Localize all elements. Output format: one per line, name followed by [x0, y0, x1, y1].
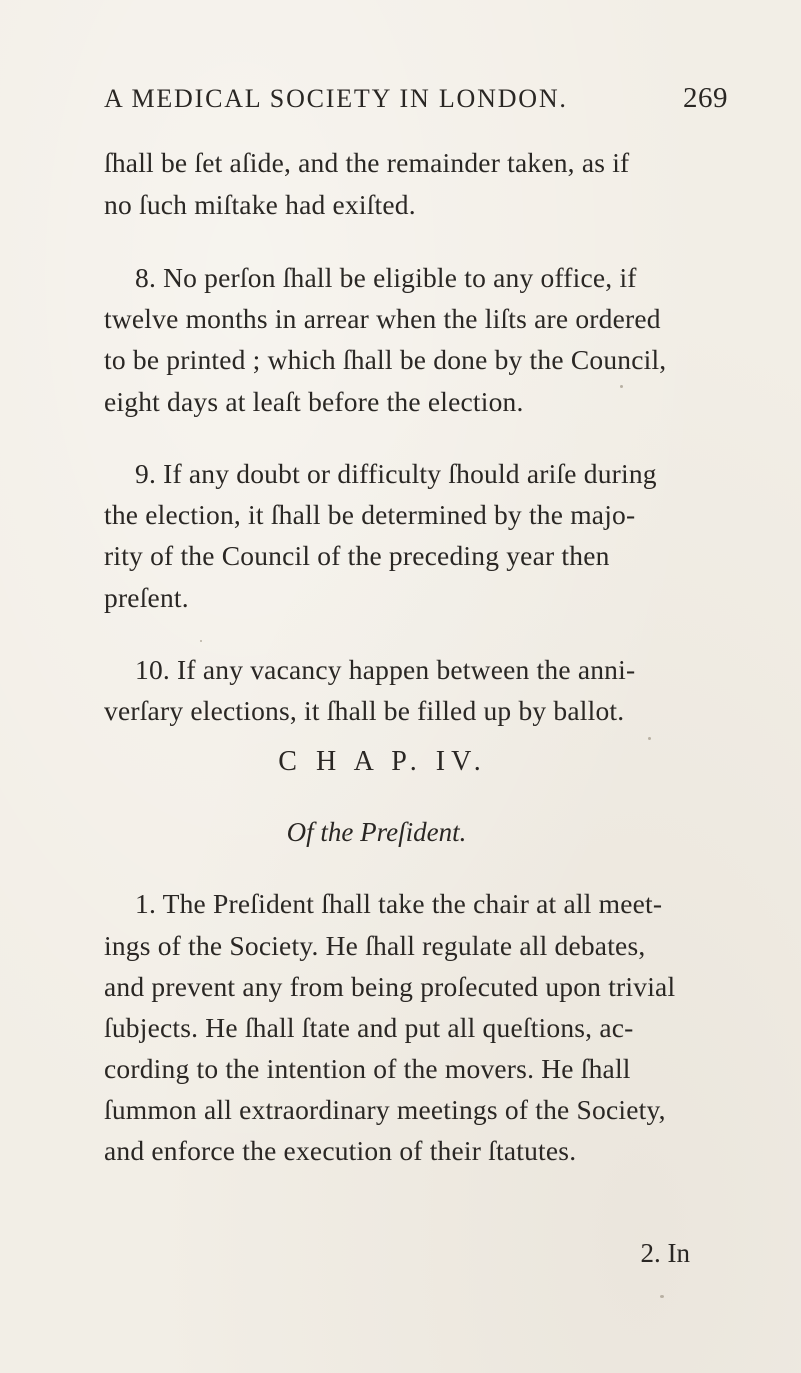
- paper-speck: [620, 385, 623, 388]
- catchword: 2. In: [640, 1238, 690, 1268]
- text-line: ſhall be ſet aſide, and the remainder taken, as if: [104, 147, 630, 178]
- page-header: [104, 82, 728, 124]
- paper-speck: [648, 737, 651, 740]
- text-line: twelve months in arrear when the liſts are ordered: [104, 303, 661, 334]
- text-line: 8. No perſon ſhall be eligible to any office, if: [135, 262, 637, 293]
- text-line: ſubjects. He ſhall ſtate and put all queſtions, ac-: [104, 1012, 634, 1043]
- text-line: 10. If any vacancy happen between the anni-: [135, 654, 636, 685]
- text-line: and prevent any from being proſecuted upon trivial: [104, 971, 676, 1002]
- paper-speck: [200, 640, 202, 642]
- paper-speck: [660, 1295, 664, 1298]
- page-number: 269: [683, 82, 728, 114]
- text-line: to be printed ; which ſhall be done by the Council,: [104, 344, 667, 375]
- text-line: preſent.: [104, 582, 189, 613]
- text-line: verſary elections, it ſhall be filled up by ballot.: [104, 695, 625, 726]
- text-line: cording to the intention of the movers. He ſhall: [104, 1053, 631, 1084]
- chapter-subtitle: [0, 817, 801, 848]
- text-line: 9. If any doubt or difficulty ſhould ariſe during: [135, 458, 657, 489]
- text-line: 1. The Preſident ſhall take the chair at all meet-: [135, 888, 663, 919]
- running-head: A MEDICAL SOCIETY IN LONDON.: [104, 84, 568, 113]
- text-line: no ſuch miſtake had exiſted.: [104, 189, 416, 220]
- chapter-heading: [0, 746, 801, 778]
- text-line: ings of the Society. He ſhall regulate all debates,: [104, 930, 646, 961]
- text-line: eight days at leaſt before the election.: [104, 386, 524, 417]
- text-line: rity of the Council of the preceding year then: [104, 540, 610, 571]
- text-line: and enforce the execution of their ſtatutes.: [104, 1135, 577, 1166]
- chapter-subtitle-text: Of the Preſident.: [286, 817, 467, 847]
- chapter-heading-text: C H A P. IV.: [278, 746, 487, 777]
- text-line: the election, it ſhall be determined by the majo-: [104, 499, 636, 530]
- text-line: ſummon all extraordinary meetings of the Society,: [104, 1094, 666, 1125]
